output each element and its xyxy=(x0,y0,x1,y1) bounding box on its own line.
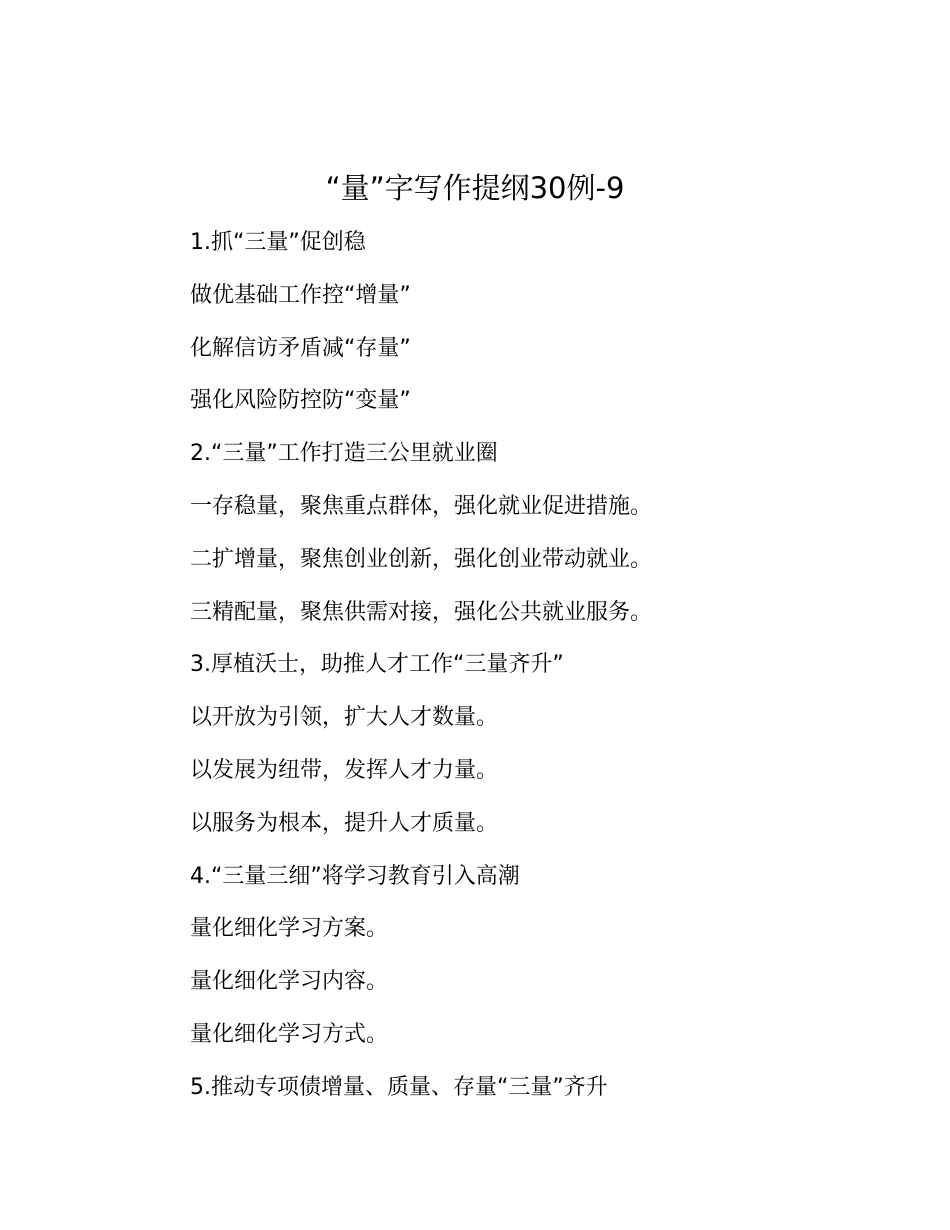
outline-heading-1: 1.抓“三量”促创稳 xyxy=(190,230,366,255)
outline-item: 以发展为纽带，发挥人才力量。 xyxy=(190,757,499,783)
document-body xyxy=(190,225,890,1123)
outline-item: 二扩增量，聚焦创业创新，强化创业带动就业。 xyxy=(190,546,653,572)
outline-heading-5: 5.推动专项债增量、质量、存量“三量”齐升 xyxy=(190,1074,608,1100)
outline-item: 三精配量，聚焦供需对接，强化公共就业服务。 xyxy=(190,599,653,625)
document-title: “量”字写作提纲30例-9 xyxy=(325,171,625,205)
outline-item: 量化细化学习方式。 xyxy=(190,1021,389,1047)
outline-item: 一存稳量，聚焦重点群体，强化就业促进措施。 xyxy=(190,493,653,519)
outline-item: 量化细化学习方案。 xyxy=(190,916,389,942)
outline-heading-4: 4.“三量三细”将学习教育引入高潮 xyxy=(190,863,520,889)
outline-item: 化解信访矛盾减“存量” xyxy=(190,335,411,361)
outline-item: 以服务为根本，提升人才质量。 xyxy=(190,810,499,836)
outline-item: 量化细化学习内容。 xyxy=(190,969,389,995)
outline-heading-2: 2.“三量”工作打造三公里就业圈 xyxy=(190,441,498,467)
outline-item: 强化风险防控防“变量” xyxy=(190,388,411,414)
outline-item: 做优基础工作控“增量” xyxy=(190,282,411,308)
outline-item: 以开放为引领，扩大人才数量。 xyxy=(190,705,499,731)
outline-heading-3: 3.厚植沃士，助推人才工作“三量齐升” xyxy=(190,652,564,678)
